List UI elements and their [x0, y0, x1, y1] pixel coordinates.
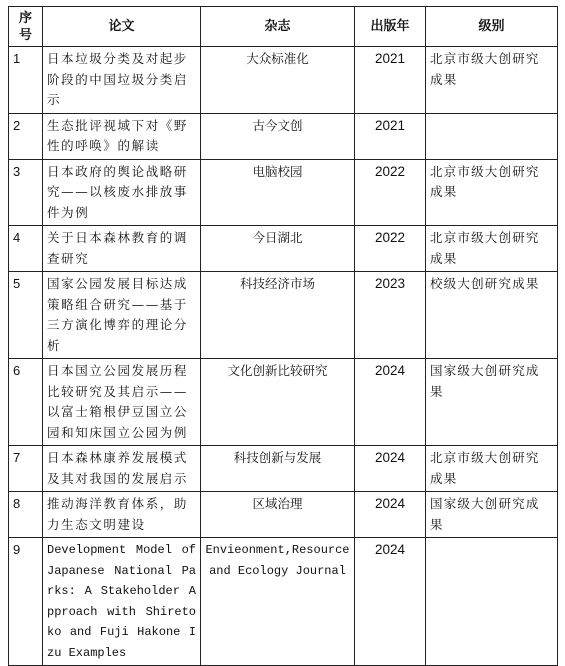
cell-year: 2024	[355, 446, 426, 492]
cell-year: 2022	[355, 159, 426, 226]
cell-journal: Envieonment,Resource and Ecology Journal	[201, 538, 355, 666]
header-paper: 论文	[43, 7, 201, 47]
cell-seq: 2	[9, 113, 43, 159]
cell-year: 2024	[355, 492, 426, 538]
cell-year: 2024	[355, 538, 426, 666]
cell-level: 北京市级大创研究成果	[426, 226, 558, 272]
cell-journal: 区域治理	[201, 492, 355, 538]
cell-paper: 国家公园发展目标达成策略组合研究——基于三方演化博弈的理论分析	[43, 272, 201, 359]
cell-journal: 科技创新与发展	[201, 446, 355, 492]
cell-seq: 1	[9, 47, 43, 114]
cell-year: 2023	[355, 272, 426, 359]
table-row	[9, 47, 558, 114]
cell-level: 北京市级大创研究成果	[426, 47, 558, 114]
cell-journal: 科技经济市场	[201, 272, 355, 359]
cell-paper: 日本垃圾分类及对起步阶段的中国垃圾分类启示	[43, 47, 201, 114]
header-level: 级别	[426, 7, 558, 47]
table-row	[9, 159, 558, 226]
cell-seq: 3	[9, 159, 43, 226]
header-year: 出版年	[355, 7, 426, 47]
cell-paper: 日本政府的舆论战略研究——以核废水排放事件为例	[43, 159, 201, 226]
cell-paper: 日本国立公园发展历程比较研究及其启示——以富士箱根伊豆国立公园和知床国立公园为例	[43, 359, 201, 446]
cell-seq: 8	[9, 492, 43, 538]
cell-seq: 9	[9, 538, 43, 666]
cell-year: 2022	[355, 226, 426, 272]
header-seq: 序号	[9, 7, 43, 47]
cell-year: 2024	[355, 359, 426, 446]
table-row	[9, 446, 558, 492]
cell-seq: 7	[9, 446, 43, 492]
cell-paper: 关于日本森林教育的调查研究	[43, 226, 201, 272]
cell-journal: 大众标准化	[201, 47, 355, 114]
cell-journal: 古今文创	[201, 113, 355, 159]
cell-journal: 今日湖北	[201, 226, 355, 272]
cell-paper: Development Model of Japanese National Parks: A Stakeholder Approach with Shiretoko and Fuji Hakone Izu Examples	[43, 538, 201, 666]
cell-seq: 4	[9, 226, 43, 272]
table-row	[9, 492, 558, 538]
cell-paper: 推动海洋教育体系，助力生态文明建设	[43, 492, 201, 538]
cell-year: 2021	[355, 47, 426, 114]
table-row	[9, 359, 558, 446]
table-row	[9, 226, 558, 272]
cell-seq: 6	[9, 359, 43, 446]
cell-level: 校级大创研究成果	[426, 272, 558, 359]
cell-level: 国家级大创研究成果	[426, 359, 558, 446]
publication-table	[8, 6, 558, 666]
header-journal: 杂志	[201, 7, 355, 47]
cell-journal: 电脑校园	[201, 159, 355, 226]
cell-paper: 日本森林康养发展模式及其对我国的发展启示	[43, 446, 201, 492]
cell-paper: 生态批评视域下对《野性的呼唤》的解读	[43, 113, 201, 159]
table-row	[9, 538, 558, 666]
cell-level: 国家级大创研究成果	[426, 492, 558, 538]
cell-level	[426, 538, 558, 666]
cell-journal: 文化创新比较研究	[201, 359, 355, 446]
cell-level: 北京市级大创研究成果	[426, 446, 558, 492]
publication-table-wrapper	[8, 6, 557, 666]
cell-level: 北京市级大创研究成果	[426, 159, 558, 226]
cell-year: 2021	[355, 113, 426, 159]
table-row	[9, 113, 558, 159]
header-row	[9, 7, 558, 47]
table-row	[9, 272, 558, 359]
cell-seq: 5	[9, 272, 43, 359]
cell-level	[426, 113, 558, 159]
